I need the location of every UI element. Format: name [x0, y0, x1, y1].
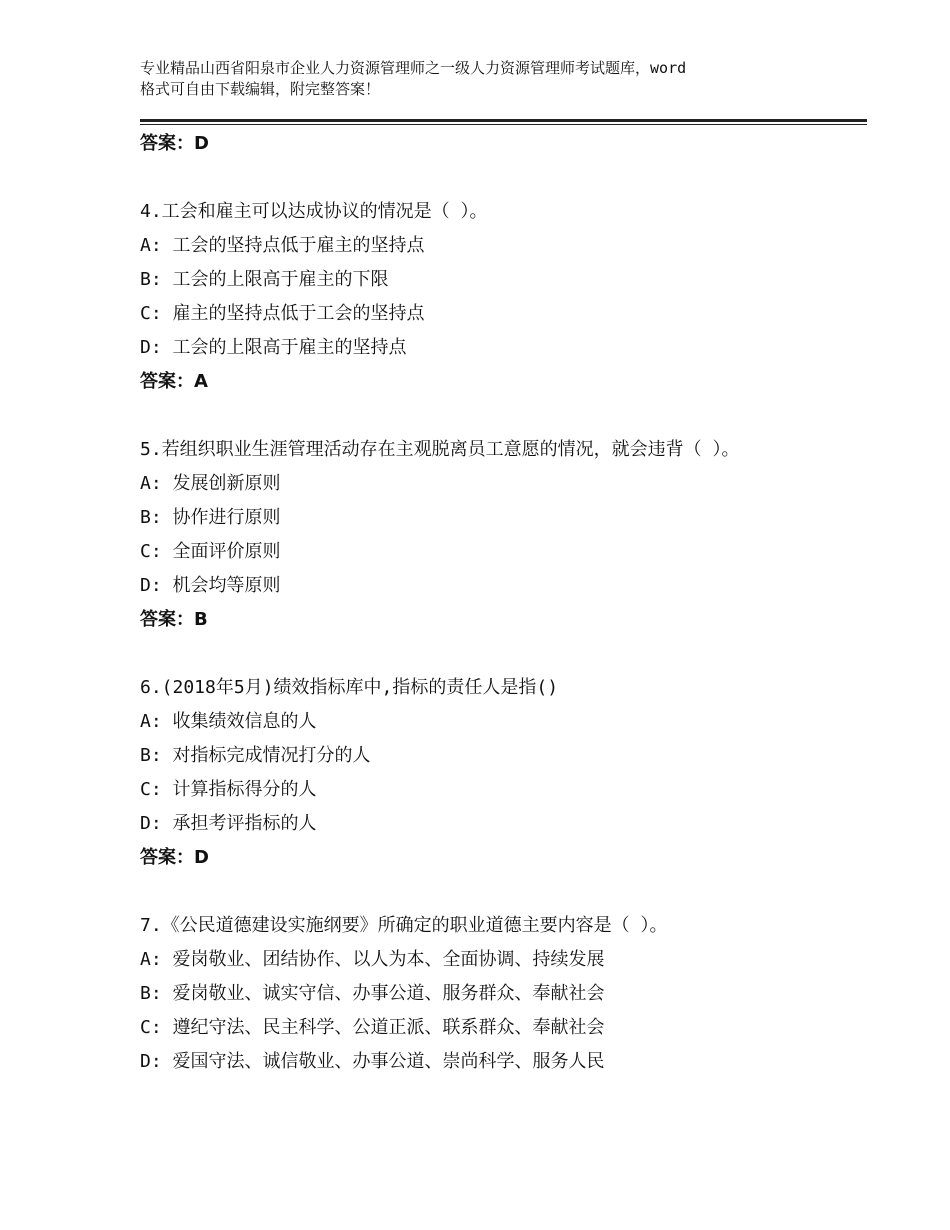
option-a: A: 爱岗敬业、团结协作、以人为本、全面协调、持续发展 [140, 949, 605, 970]
option-c: C: 遵纪守法、民主科学、公道正派、联系群众、奉献社会 [140, 1017, 605, 1038]
header-rule-thin [140, 124, 867, 125]
option-d: D: 机会均等原则 [140, 575, 281, 596]
spacer [140, 875, 840, 909]
option-a: A: 收集绩效信息的人 [140, 711, 317, 732]
option-b: B: 对指标完成情况打分的人 [140, 745, 371, 766]
option-d: D: 爱国守法、诚信敬业、办事公道、崇尚科学、服务人民 [140, 1051, 605, 1072]
page-header [140, 58, 830, 100]
option-a: A: 发展创新原则 [140, 473, 281, 494]
question-stem: 7.《公民道德建设实施纲要》所确定的职业道德主要内容是（ ）。 [140, 915, 668, 936]
answer-line: 答案：D [140, 133, 209, 154]
header-line-2: 格式可自由下载编辑，附完整答案！ [140, 80, 381, 98]
answer-line: 答案：B [140, 609, 208, 630]
option-d: D: 工会的上限高于雇主的坚持点 [140, 337, 407, 358]
spacer [140, 637, 840, 671]
header-rule-thick [140, 119, 867, 122]
option-b: B: 协作进行原则 [140, 507, 281, 528]
question-stem: 4.工会和雇主可以达成协议的情况是（ ）。 [140, 201, 488, 222]
option-a: A: 工会的坚持点低于雇主的坚持点 [140, 235, 425, 256]
spacer [140, 161, 840, 195]
question-block [140, 433, 840, 637]
option-b: B: 工会的上限高于雇主的下限 [140, 269, 389, 290]
question-stem: 6.(2018年5月)绩效指标库中,指标的责任人是指() [140, 677, 559, 698]
option-c: C: 全面评价原则 [140, 541, 281, 562]
question-block [140, 195, 840, 399]
answer-line: 答案：D [140, 847, 209, 868]
option-c: C: 雇主的坚持点低于工会的坚持点 [140, 303, 425, 324]
header-line-1: 专业精品山西省阳泉市企业人力资源管理师之一级人力资源管理师考试题库，word [140, 59, 687, 77]
option-b: B: 爱岗敬业、诚实守信、办事公道、服务群众、奉献社会 [140, 983, 605, 1004]
question-block [140, 909, 840, 1079]
answer-line: 答案：A [140, 371, 208, 392]
question-block [140, 671, 840, 875]
spacer [140, 399, 840, 433]
option-d: D: 承担考评指标的人 [140, 813, 317, 834]
option-c: C: 计算指标得分的人 [140, 779, 317, 800]
question-stem: 5.若组织职业生涯管理活动存在主观脱离员工意愿的情况，就会违背（ ）。 [140, 439, 740, 460]
question-list [140, 127, 840, 1079]
